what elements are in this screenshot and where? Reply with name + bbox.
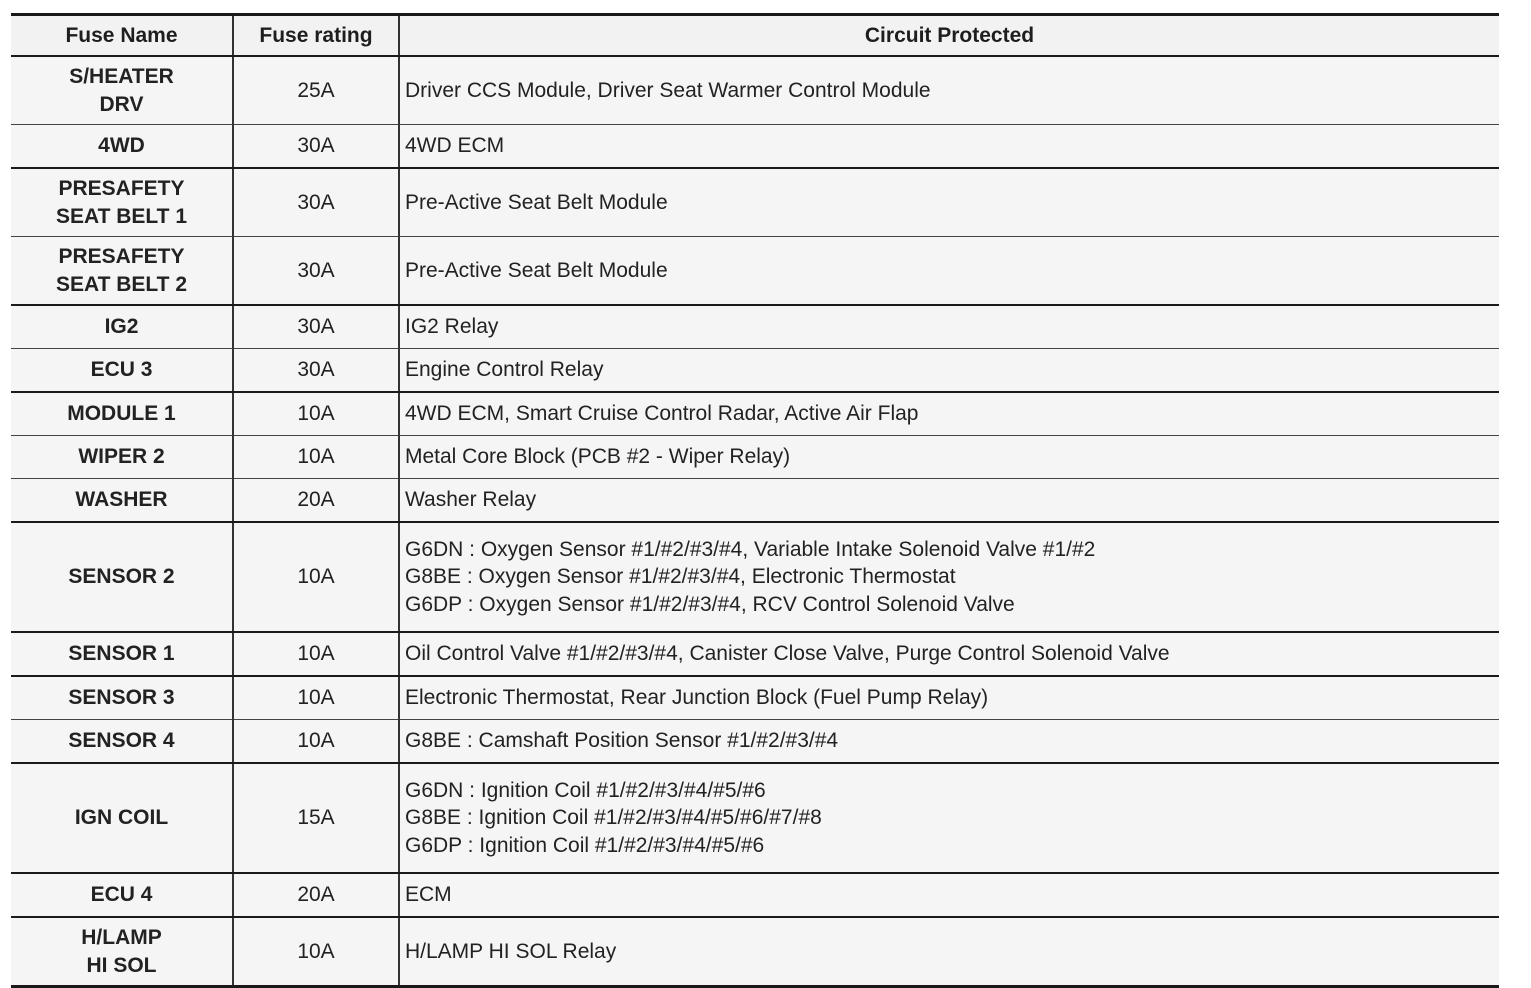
fuse-name: ECU 3 bbox=[90, 358, 153, 382]
fuse-rating: 10A bbox=[233, 522, 399, 632]
fuse-name-cell bbox=[11, 763, 233, 873]
fuse-name-cell bbox=[11, 168, 233, 237]
table-row bbox=[11, 676, 1499, 720]
table-row bbox=[11, 349, 1499, 393]
fuse-name-cell bbox=[11, 873, 233, 917]
fuse-name: HI SOL bbox=[86, 953, 157, 977]
circuit-protected: G8BE : Camshaft Position Sensor #1/#2/#3/#4 bbox=[405, 729, 839, 753]
fuse-name: MODULE 1 bbox=[67, 402, 176, 426]
fuse-name: PRESAFETY bbox=[58, 177, 185, 200]
circuit-protected-cell bbox=[399, 917, 1499, 987]
circuit-protected: 4WD ECM, Smart Cruise Control Radar, Active Air Flap bbox=[405, 402, 919, 426]
table-row bbox=[11, 479, 1499, 523]
table-row bbox=[11, 522, 1499, 632]
circuit-protected: G8BE : Oxygen Sensor #1/#2/#3/#4, Electronic Thermostat bbox=[405, 565, 956, 589]
fuse-name-cell bbox=[11, 720, 233, 764]
fuse-name: H/LAMP bbox=[81, 926, 162, 949]
fuse-name: WIPER 2 bbox=[78, 445, 165, 469]
fuse-name: SENSOR 4 bbox=[68, 729, 175, 753]
table-row bbox=[11, 56, 1499, 125]
circuit-protected-cell bbox=[399, 305, 1499, 349]
circuit-protected: Electronic Thermostat, Rear Junction Block (Fuel Pump Relay) bbox=[405, 686, 989, 710]
fuse-rating: 20A bbox=[233, 479, 399, 523]
circuit-protected-cell bbox=[399, 125, 1499, 169]
circuit-protected: Pre-Active Seat Belt Module bbox=[405, 190, 668, 214]
table-body bbox=[11, 56, 1499, 987]
circuit-protected: Metal Core Block (PCB #2 - Wiper Relay) bbox=[405, 445, 791, 469]
fuse-name: SENSOR 1 bbox=[68, 642, 175, 666]
fuse-rating: 10A bbox=[233, 436, 399, 479]
header-row bbox=[11, 15, 1499, 57]
circuit-protected-cell bbox=[399, 676, 1499, 720]
circuit-protected: Oil Control Valve #1/#2/#3/#4, Canister Close Valve, Purge Control Solenoid Valve bbox=[405, 642, 1170, 666]
fuse-name: WASHER bbox=[75, 488, 168, 512]
fuse-name-cell bbox=[11, 305, 233, 349]
fuse-name: 4WD bbox=[98, 134, 145, 158]
fuse-name: SENSOR 2 bbox=[68, 565, 175, 589]
circuit-protected: G8BE : Ignition Coil #1/#2/#3/#4/#5/#6/#7/#8 bbox=[405, 806, 822, 830]
circuit-protected-cell bbox=[399, 436, 1499, 479]
fuse-name-cell bbox=[11, 125, 233, 169]
fuse-rating: 10A bbox=[233, 720, 399, 764]
fuse-name-cell bbox=[11, 917, 233, 987]
fuse-rating: 30A bbox=[233, 349, 399, 393]
table-row bbox=[11, 168, 1499, 237]
table-row bbox=[11, 873, 1499, 917]
fuse-name: ECU 4 bbox=[90, 883, 153, 907]
table-row bbox=[11, 305, 1499, 349]
table-row bbox=[11, 720, 1499, 764]
fuse-rating: 15A bbox=[233, 763, 399, 873]
table-row bbox=[11, 917, 1499, 987]
circuit-protected-cell bbox=[399, 720, 1499, 764]
circuit-protected-cell bbox=[399, 763, 1499, 873]
circuit-protected-cell bbox=[399, 479, 1499, 523]
fuse-rating: 10A bbox=[233, 676, 399, 720]
circuit-protected: G6DP : Ignition Coil #1/#2/#3/#4/#5/#6 bbox=[405, 833, 765, 857]
circuit-protected: ECM bbox=[405, 883, 452, 907]
fuse-name: SENSOR 3 bbox=[68, 686, 175, 710]
fuse-name: IG2 bbox=[104, 315, 139, 339]
fuse-name-cell bbox=[11, 632, 233, 676]
fuse-rating: 30A bbox=[233, 237, 399, 306]
fuse-name-cell bbox=[11, 237, 233, 306]
header-circuit-protected: Circuit Protected bbox=[399, 15, 1499, 57]
circuit-protected-cell bbox=[399, 873, 1499, 917]
table-row bbox=[11, 392, 1499, 436]
fuse-name-cell bbox=[11, 56, 233, 125]
fuse-name-cell bbox=[11, 522, 233, 632]
circuit-protected: Pre-Active Seat Belt Module bbox=[405, 258, 668, 282]
table-row bbox=[11, 763, 1499, 873]
fuse-rating: 10A bbox=[233, 632, 399, 676]
circuit-protected: Engine Control Relay bbox=[405, 358, 604, 382]
circuit-protected-cell bbox=[399, 56, 1499, 125]
circuit-protected-cell bbox=[399, 632, 1499, 676]
table-row bbox=[11, 632, 1499, 676]
fuse-rating: 10A bbox=[233, 917, 399, 987]
circuit-protected-cell bbox=[399, 237, 1499, 306]
fuse-rating: 10A bbox=[233, 392, 399, 436]
fuse-name-cell bbox=[11, 436, 233, 479]
fuse-name: SEAT BELT 1 bbox=[55, 204, 188, 228]
circuit-protected-cell bbox=[399, 392, 1499, 436]
fuse-rating: 30A bbox=[233, 305, 399, 349]
fuse-name: DRV bbox=[99, 92, 144, 116]
circuit-protected: G6DN : Ignition Coil #1/#2/#3/#4/#5/#6 bbox=[405, 778, 766, 802]
fuse-rating: 30A bbox=[233, 125, 399, 169]
fuse-name: S/HEATER bbox=[69, 65, 174, 88]
circuit-protected-cell bbox=[399, 168, 1499, 237]
table-row bbox=[11, 237, 1499, 306]
fuse-table bbox=[11, 13, 1499, 988]
header-fuse-rating: Fuse rating bbox=[233, 15, 399, 57]
table-header bbox=[11, 15, 1499, 57]
fuse-name: PRESAFETY bbox=[58, 245, 185, 268]
header-fuse-name: Fuse Name bbox=[11, 15, 233, 57]
table-row bbox=[11, 436, 1499, 479]
circuit-protected: G6DP : Oxygen Sensor #1/#2/#3/#4, RCV Control Solenoid Valve bbox=[405, 592, 1015, 616]
fuse-name-cell bbox=[11, 392, 233, 436]
fuse-name-cell bbox=[11, 676, 233, 720]
fuse-rating: 20A bbox=[233, 873, 399, 917]
fuse-name: SEAT BELT 2 bbox=[55, 272, 188, 296]
circuit-protected: H/LAMP HI SOL Relay bbox=[405, 939, 617, 963]
fuse-name-cell bbox=[11, 349, 233, 393]
circuit-protected: Washer Relay bbox=[405, 488, 537, 512]
fuse-rating: 25A bbox=[233, 56, 399, 125]
circuit-protected: IG2 Relay bbox=[405, 315, 499, 339]
circuit-protected: G6DN : Oxygen Sensor #1/#2/#3/#4, Variable Intake Solenoid Valve #1/#2 bbox=[405, 537, 1096, 561]
table-row bbox=[11, 125, 1499, 169]
circuit-protected-cell bbox=[399, 349, 1499, 393]
circuit-protected-cell bbox=[399, 522, 1499, 632]
circuit-protected: 4WD ECM bbox=[405, 134, 505, 158]
fuse-name-cell bbox=[11, 479, 233, 523]
fuse-name: IGN COIL bbox=[74, 806, 169, 830]
fuse-rating: 30A bbox=[233, 168, 399, 237]
circuit-protected: Driver CCS Module, Driver Seat Warmer Control Module bbox=[405, 78, 931, 102]
